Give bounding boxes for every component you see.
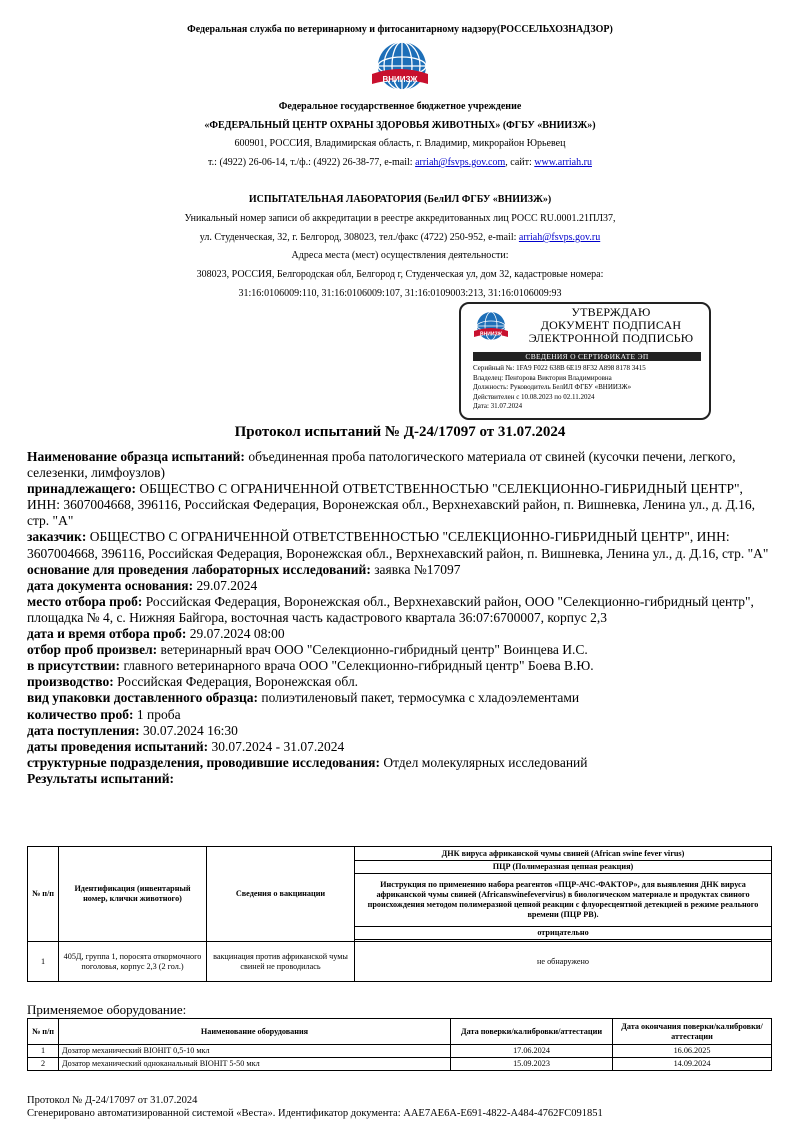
field-row: количество проб: 1 проба — [27, 706, 181, 722]
signature-stamp — [459, 302, 711, 420]
col-id-header: Идентификация (инвентарный номер, клички животного) — [59, 847, 207, 942]
table-row: 1 Дозатор механический BIOHIT 0,5-10 мкл 17.06.2024 16.06.2025 — [28, 1045, 772, 1058]
row-vacc: вакцинация против африканской чумы свиней не проводилась — [207, 942, 355, 982]
field-row: Наименование образца испытаний: объединенная проба патологического материала от свиней (кусочки печени, легкого, селезенки, лимфоузлов) — [27, 449, 736, 481]
lab-places-1: 308023, РОССИЯ, Белгородская обл, Белгород г, Студенческая ул, дом 32, кадастровые номера: — [196, 269, 604, 280]
field-row: в присутствии: главного ветеринарного врача ООО "Селекционно-гибридный центр" Боева В.Ю. — [27, 658, 594, 674]
row-id: 405Д, группа 1, поросята откормочного поголовья, корпус 2,3 (2 гол.) — [59, 942, 207, 982]
row-num: 1 — [28, 942, 59, 982]
stamp-serial: Серийный №: 1FA9 F022 638B 6E19 8F32 A898 8178 3415 — [473, 364, 646, 372]
field-row: заказчик: ОБЩЕСТВО С ОГРАНИЧЕННОЙ ОТВЕТСТВЕННОСТЬЮ "СЕЛЕКЦИОННО-ГИБРИДНЫЙ ЦЕНТР", ИНН: 3607004668, 396116, Российская Федерация, Воронежская обл., Верхнехавский район, п. Вишневка, Ленина ул., д. Д.16, стр. "А" — [27, 529, 769, 561]
agency-name: Федеральная служба по ветеринарному и фитосанитарному надзору(РОССЕЛЬХОЗНАДЗОР) — [187, 24, 613, 35]
lab-address: ул. Студенческая, 32, г. Белгород, 308023, тел./факс (4722) 250-952, e-mail: arriah@fsvps.gov.ru — [199, 232, 601, 243]
field-row: принадлежащего: ОБЩЕСТВО С ОГРАНИЧЕННОЙ ОТВЕТСТВЕННОСТЬЮ "СЕЛЕКЦИОННО-ГИБРИДНЫЙ ЦЕНТР", ИНН: 3607004668, 396116, Российская Федерация, Воронежская обл., Верхнехавский район, п. Вишневка, Ленина ул., д. Д.16, стр. "А" — [27, 481, 756, 529]
vniizh-logo — [370, 38, 430, 100]
protocol-title: Протокол испытаний № Д-24/17097 от 31.07.2024 — [234, 424, 566, 440]
lab-name: ИСПЫТАТЕЛЬНАЯ ЛАБОРАТОРИЯ (БелИЛ ФГБУ «ВНИИЗЖ») — [248, 194, 552, 205]
test-instruction: Инструкция по применению набора реагентов «ПЦР-АЧС-ФАКТОР», для выявления ДНК вируса африканской чумы свиней (Africanswinefevervirus) в биологическом материале и продуктах свиного происхождения методом полимеразной цепной реакции с флуоресцентной детекцией в режиме реального времени (ПЦР РВ). — [355, 874, 772, 927]
eq-col-date: Дата поверки/калибровки/аттестации — [451, 1019, 613, 1045]
lab-places-title: Адреса места (мест) осуществления деятельности: — [291, 250, 509, 261]
stamp-details — [473, 364, 646, 412]
stamp-owner: Владелец: Пенזорова Виктория Владимировна — [473, 373, 612, 382]
lab-email-link[interactable]: arriah@fsvps.gov.ru — [518, 232, 601, 243]
lab-accreditation: Уникальный номер записи об аккредитации в реестре аккредитованных лиц РОСС RU.0001.21ПЛ37, — [184, 213, 616, 224]
field-row: даты проведения испытаний: 30.07.2024 - 31.07.2024 — [27, 738, 345, 754]
org-type: Федеральное государственное бюджетное учреждение — [278, 101, 522, 112]
field-row: вид упаковки доставленного образца: полиэтиленовый пакет, термосумка с хладоэлементами — [27, 690, 580, 706]
eq-col-num: № п/п — [28, 1019, 59, 1045]
field-row: отбор проб произвел: ветеринарный врач ООО "Селекционно-гибридный центр" Воинцева И.С. — [27, 642, 588, 658]
svg-text:ВНИИЗЖ: ВНИИЗЖ — [382, 75, 418, 84]
stamp-esign: ЭЛЕКТРОННОЙ ПОДПИСЬЮ — [528, 331, 694, 345]
col-num-header: № п/п — [28, 847, 59, 942]
org-site-link[interactable]: www.arriah.ru — [534, 157, 592, 168]
stamp-date: Дата: 31.07.2024 — [473, 402, 523, 411]
test-name: ДНК вируса африканской чумы свиней (African swine fever virus) — [355, 847, 772, 861]
protocol-fields — [27, 449, 772, 787]
test-method: ПЦР (Полимеразная цепная реакция) — [355, 861, 772, 874]
stamp-cert-bar: СВЕДЕНИЯ О СЕРТИФИКАТЕ ЭП — [473, 352, 701, 361]
org-contacts: т.: (4922) 26-06-14, т./ф.: (4922) 26-38-77, e-mail: arriah@fsvps.gov.com, сайт: www.arriah.ru — [208, 157, 592, 168]
org-email-link[interactable]: arriah@fsvps.gov.com — [415, 157, 506, 168]
field-row: место отбора проб: Российская Федерация, Воронежская обл., Верхнехавский район, ООО "Селекционно-гибридный центр", площадка № 4, с. Нижняя Байгора, восточная часть кадастрового квартала 36:07:6700007, корпус 2,3 — [27, 593, 754, 625]
row-result: не обнаружено — [355, 942, 772, 982]
field-row: дата документа основания: 29.07.2024 — [27, 577, 258, 593]
test-norm: отрицательно — [355, 927, 772, 940]
table-row: 2 Дозатор механический одноканальный BIOHIT 5-50 мкл 15.09.2023 14.09.2024 — [28, 1058, 772, 1071]
footer-protocol: Протокол № Д-24/17097 от 31.07.2024 — [27, 1095, 198, 1106]
footer-generated: Сгенерировано автоматизированной системой «Веста». Идентификатор документа: AAE7AE6A-E691-4822-A484-4762FC091851 — [27, 1108, 603, 1119]
field-row: дата и время отбора проб: 29.07.2024 08:00 — [27, 626, 285, 642]
globe-logo-icon — [370, 38, 430, 100]
org-name: «ФЕДЕРАЛЬНЫЙ ЦЕНТР ОХРАНЫ ЗДОРОВЬЯ ЖИВОТНЫХ» (ФГБУ «ВНИИЗЖ») — [204, 120, 596, 131]
field-row: дата поступления: 30.07.2024 16:30 — [27, 722, 238, 738]
org-address: 600901, РОССИЯ, Владимирская область, г. Владимир, микрорайон Юрьевец — [234, 138, 566, 149]
field-row: основание для проведения лабораторных исследований: заявка №17097 — [27, 561, 461, 577]
col-vacc-header: Сведения о вакцинации — [207, 847, 355, 942]
field-row: структурные подразделения, проводившие исследования: Отдел молекулярных исследований — [27, 754, 588, 770]
stamp-logo-icon — [473, 310, 509, 346]
stamp-signed: ДОКУМЕНТ ПОДПИСАН — [540, 318, 682, 332]
stamp-position: Должность: Руководитель БелИЛ ФГБУ «ВНИИЗЖ» — [473, 383, 632, 392]
eq-col-end: Дата окончания поверки/калибровки/аттестации — [613, 1019, 772, 1045]
table-row — [28, 942, 772, 982]
svg-text:ВНИИЗЖ: ВНИИЗЖ — [480, 331, 502, 338]
eq-col-name: Наименование оборудования — [59, 1019, 451, 1045]
stamp-valid: Действителен с 10.08.2023 по 02.11.2024 — [473, 392, 595, 401]
field-row: производство: Российская Федерация, Воронежская обл. — [27, 674, 359, 690]
results-table — [27, 846, 772, 982]
equipment-table — [27, 1018, 772, 1071]
document-footer — [27, 1094, 603, 1120]
equipment-title: Применяемое оборудование: — [27, 1002, 187, 1017]
results-heading: Результаты испытаний: — [27, 770, 175, 786]
lab-places-2: 31:16:0106009:110, 31:16:0106009:107, 31:16:0109003:213, 31:16:0106009:93 — [238, 288, 562, 299]
stamp-approve: УТВЕРЖДАЮ — [571, 305, 651, 319]
